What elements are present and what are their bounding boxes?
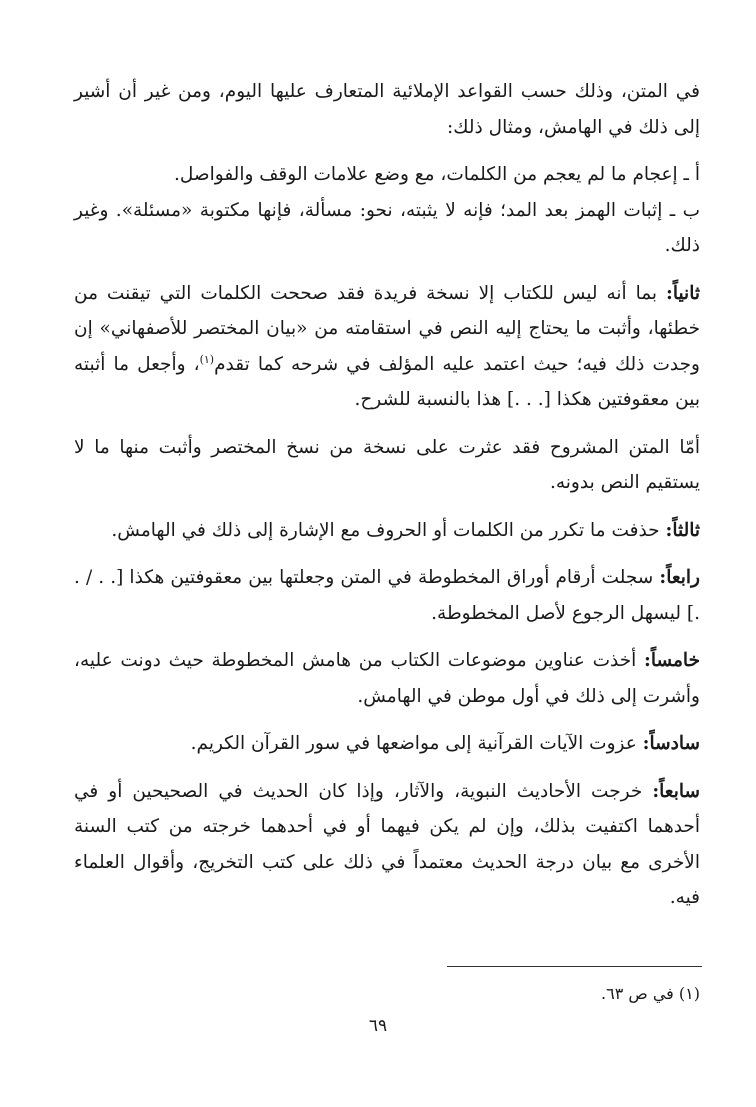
seventh-point-lead: سابعاً:: [652, 780, 700, 802]
third-point-lead: ثالثاً:: [665, 519, 700, 541]
list-item-b: ب ـ إثبات الهمز بعد المد؛ فإنه لا يثبته، نحو: مسألة، فإنها مكتوبة «مسئلة». وغير ذلك.: [74, 199, 700, 256]
third-point-paragraph: [74, 513, 700, 549]
second-point-lead: ثانياً:: [666, 282, 700, 304]
footnote-text: في ص ٦٣.: [601, 984, 674, 1003]
footnote-reference[interactable]: (١): [199, 352, 215, 366]
footnote-marker: (١): [678, 984, 700, 1003]
sixth-point-lead: سادساً:: [642, 733, 700, 754]
fifth-point-text: أخذت عناوين موضوعات الكتاب من هامش المخطوطة حيث دونت عليه، وأشرت إلى ذلك في أول موطن في الهامش.: [74, 650, 700, 707]
main-text: [74, 74, 700, 916]
sixth-point-paragraph: [74, 726, 700, 762]
intro-paragraph: في المتن، وذلك حسب القواعد الإملائية المتعارف عليها اليوم، ومن غير أن أشير إلى ذلك في الهامش، ومثال ذلك:: [74, 81, 700, 138]
second-point-paragraph: [74, 276, 700, 418]
fifth-point-lead: خامساً:: [644, 650, 700, 671]
fourth-point-lead: رابعاً:: [659, 567, 700, 588]
footnote: [601, 980, 700, 1008]
second-point-text-continued: ، وأجعل ما أثبته بين معقوفتين هكذا [. . .] هذا بالنسبة للشرح.: [74, 353, 700, 410]
fourth-point-text: سجلت أرقام أوراق المخطوطة في المتن وجعلتها بين معقوفتين هكذا [. . / . .] ليسهل الرجوع لأصل المخطوطة.: [74, 567, 700, 624]
fifth-point-paragraph: [74, 643, 700, 714]
list-item-a: أ ـ إعجام ما لم يعجم من الكلمات، مع وضع علامات الوقف والفواصل.: [174, 164, 700, 185]
third-point-text: حذفت ما تكرر من الكلمات أو الحروف مع الإشارة إلى ذلك في الهامش.: [111, 519, 660, 541]
seventh-point-text: خرجت الأحاديث النبوية، والآثار، وإذا كان الحديث في الصحيحين أو في أحدهما اكتفيت بذلك، وإن لم يكن فيهما أو في أحدهما خرجته من كتب السنة الأخرى مع بيان درجة الحديث معتمداً في ذلك على كتب التخريج، وأقوال العلماء فيه.: [74, 780, 700, 908]
matn-note-paragraph: أمّا المتن المشروح فقد عثرت على نسخة من نسخ المختصر وأثبت منها ما لا يستقيم النص بدونه.: [74, 436, 700, 493]
second-point-text: بما أنه ليس للكتاب إلا نسخة فريدة فقد صححت الكلمات التي تيقنت من خطئها، وأثبت ما يحتاج إليه النص في استقامته من «بيان المختصر للأصفهاني» إن وجدت ذلك فيه؛ حيث اعتمد عليه المؤلف في شرحه كما تقدم: [74, 282, 700, 375]
sixth-point-text: عزوت الآيات القرآنية إلى مواضعها في سور القرآن الكريم.: [190, 733, 637, 754]
fourth-point-paragraph: [74, 560, 700, 631]
footnote-divider: [447, 966, 702, 967]
page-number: ٦٩: [368, 1016, 388, 1036]
seventh-point-paragraph: [74, 774, 700, 916]
